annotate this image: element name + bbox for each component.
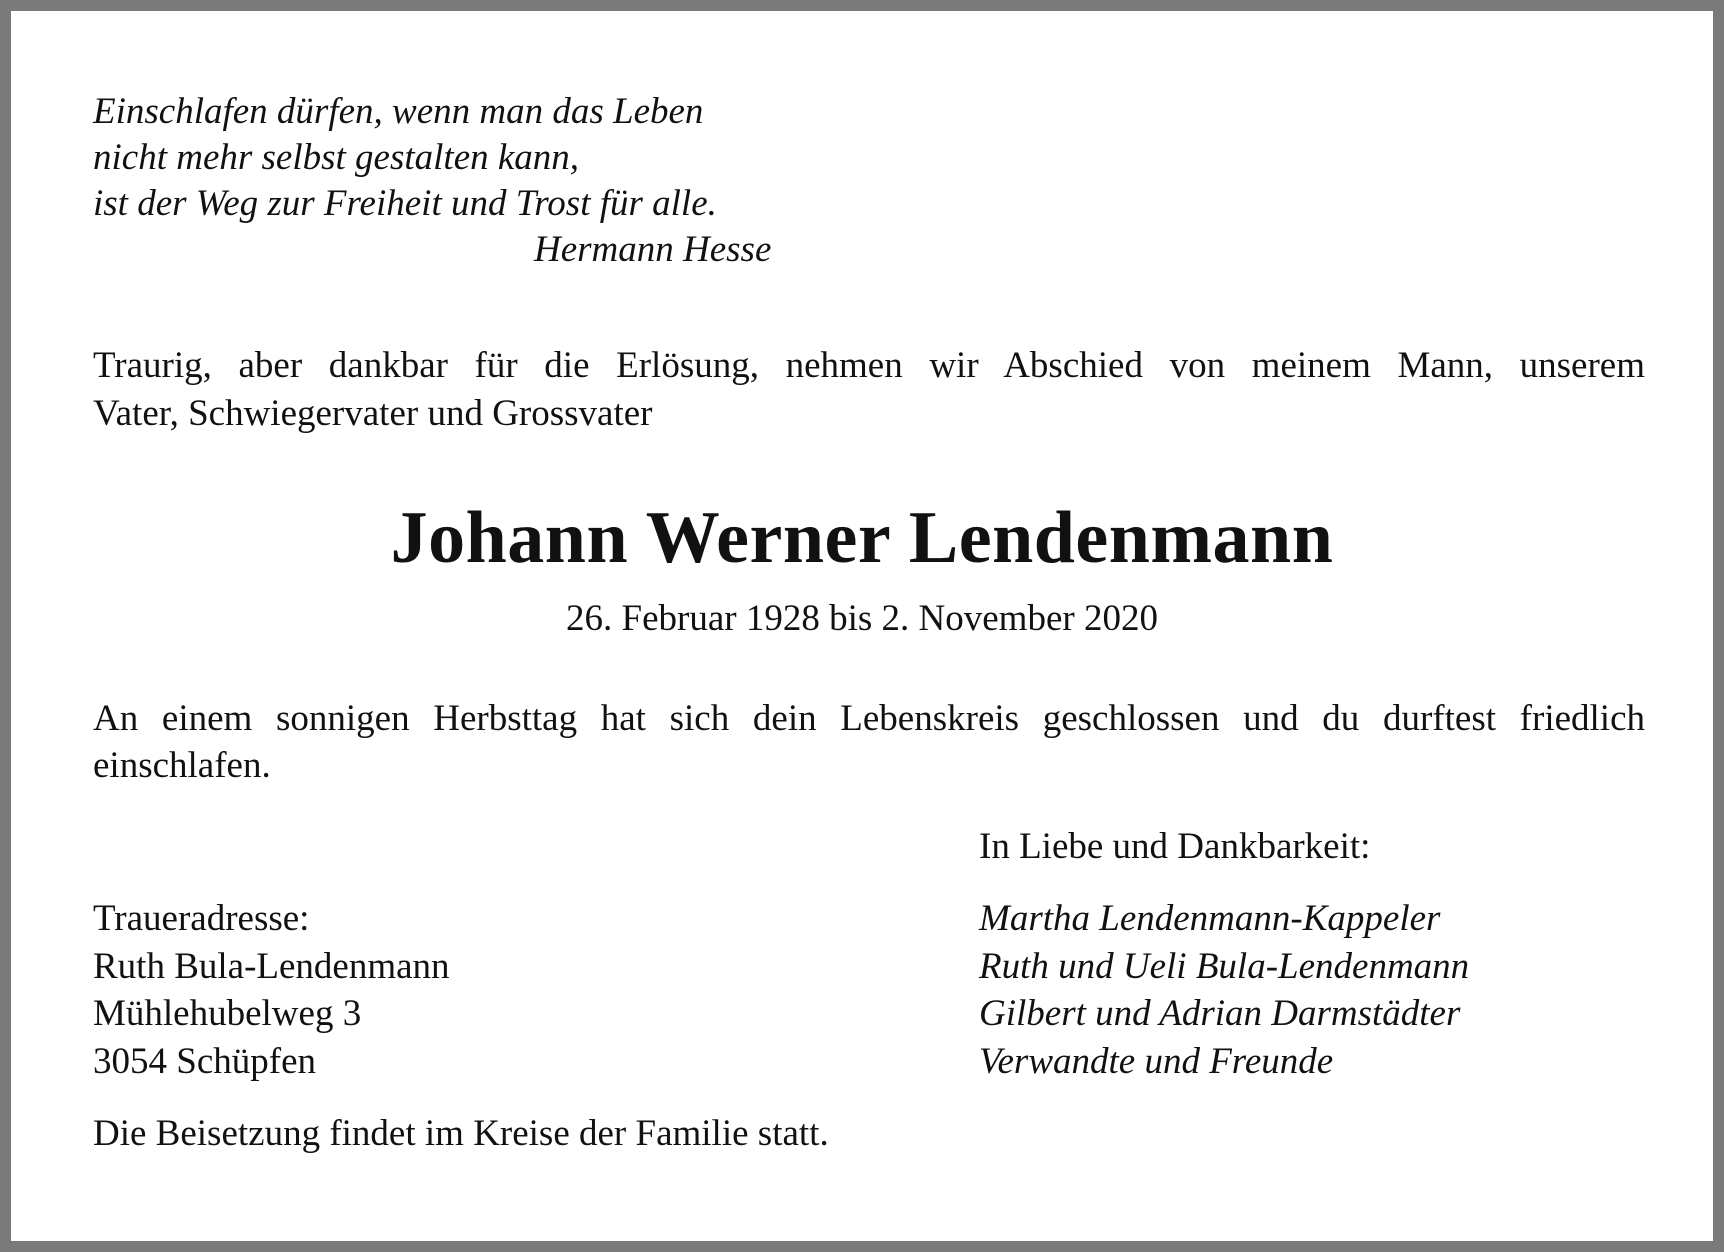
address-city: 3054 Schüpfen	[93, 1041, 316, 1082]
quote-line-3: ist der Weg zur Freiheit und Trost für alle.	[93, 183, 717, 224]
signatory-name: Ruth und Ueli Bula-Lendenmann	[979, 946, 1470, 987]
quote-author: Hermann Hesse	[534, 229, 772, 270]
quote-line-1: Einschlafen dürfen, wenn man das Leben	[93, 91, 704, 132]
burial-note: Die Beisetzung findet im Kreise der Familie statt.	[93, 1113, 829, 1154]
quote-line-2: nicht mehr selbst gestalten kann,	[93, 137, 580, 178]
signatories-heading: In Liebe und Dankbarkeit:	[979, 826, 1371, 867]
deceased-name: Johann Werner Lendenmann	[390, 497, 1334, 579]
closing-line-1: An einem sonnigen Herbsttag hat sich dein Lebenskreis geschlossen und du durftest friedlich	[93, 698, 1645, 739]
intro-line-2: Vater, Schwiegervater und Grossvater	[93, 393, 653, 434]
obituary-card	[11, 11, 1713, 1241]
address-name: Ruth Bula-Lendenmann	[93, 946, 450, 987]
address-street: Mühlehubelweg 3	[93, 993, 362, 1034]
signatory-name: Gilbert und Adrian Darmstädter	[979, 993, 1461, 1034]
address-label: Traueradresse:	[93, 898, 310, 939]
closing-line-2: einschlafen.	[93, 745, 271, 786]
life-dates: 26. Februar 1928 bis 2. November 2020	[566, 598, 1158, 639]
signatory-name: Martha Lendenmann-Kappeler	[979, 898, 1441, 939]
signatory-name: Verwandte und Freunde	[979, 1041, 1334, 1082]
intro-line-1: Traurig, aber dankbar für die Erlösung, nehmen wir Abschied von meinem Mann, unserem	[93, 345, 1645, 386]
